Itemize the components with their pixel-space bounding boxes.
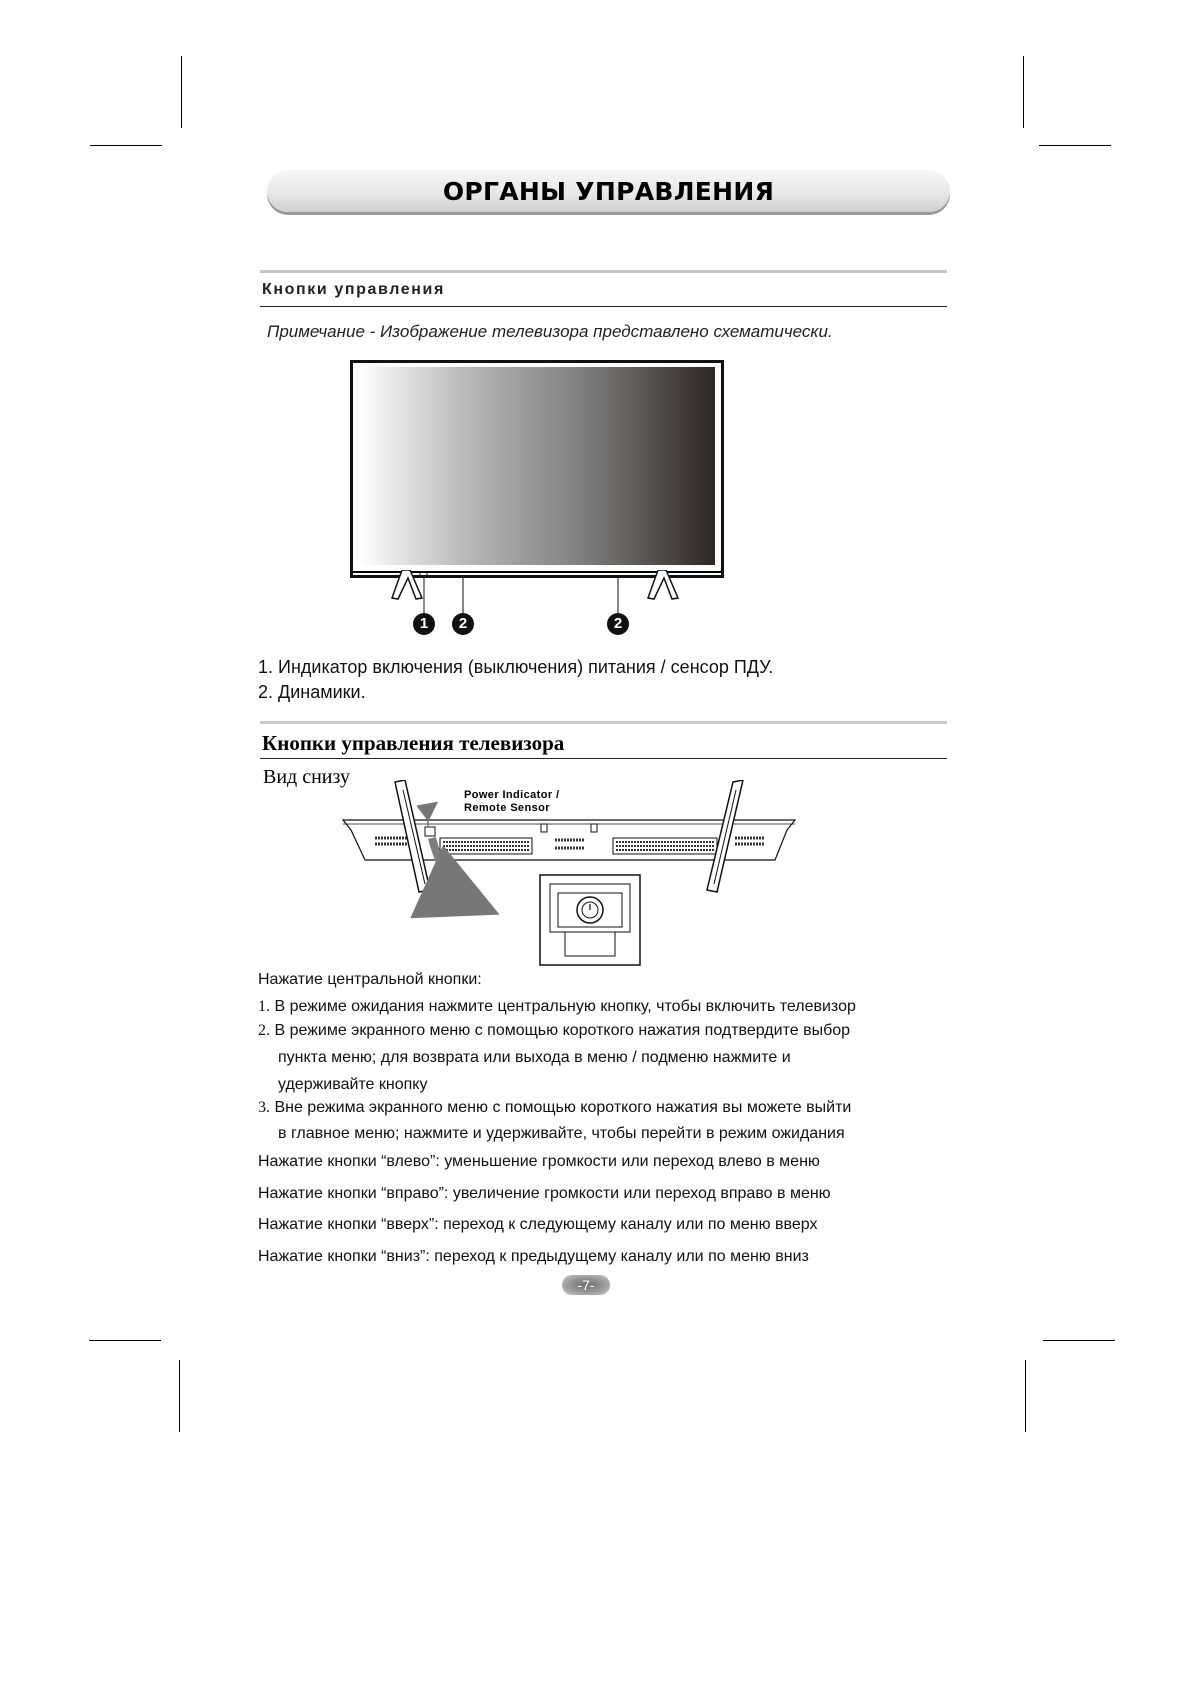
center-press-title: Нажатие центральной кнопки: — [258, 971, 482, 988]
list-text-continued: в главное меню; нажмите и удерживайте, чтобы перейти в режим ожидания — [278, 1125, 845, 1142]
sensor-icon — [420, 572, 427, 577]
callout-badge: 1 — [413, 613, 435, 635]
list-text-continued: пункта меню; для возврата или выхода в меню / подменю нажмите и — [278, 1049, 791, 1066]
page-number: -7- — [562, 1275, 610, 1295]
crop-mark — [1025, 1360, 1026, 1432]
diagram-label-line: Remote Sensor — [464, 802, 550, 814]
down-press-text: Нажатие кнопки “вниз”: переход к предыдущему каналу или по меню вниз — [258, 1248, 809, 1265]
tv-front-illustration — [350, 360, 724, 578]
right-press-text: Нажатие кнопки “вправо”: увеличение громкости или переход вправо в меню — [258, 1185, 831, 1202]
list-text: Вне режима экранного меню с помощью короткого нажатия вы можете выйти — [274, 1099, 852, 1116]
crop-mark — [181, 56, 182, 128]
list-item — [258, 1099, 851, 1117]
section-divider — [260, 270, 947, 273]
left-stand-icon — [392, 570, 422, 599]
crop-mark — [90, 145, 162, 146]
callout-badge: 2 — [452, 613, 474, 635]
list-text-continued: удерживайте кнопку — [278, 1076, 428, 1093]
tv-screen — [358, 367, 715, 565]
crop-mark — [89, 1340, 161, 1341]
section-divider — [260, 721, 947, 724]
list-number: 1. — [258, 998, 270, 1015]
note-text: Примечание - Изображение телевизора представлено схематически. — [267, 322, 833, 341]
crop-mark — [1039, 145, 1111, 146]
left-press-text: Нажатие кнопки “влево”: уменьшение громкости или переход влево в меню — [258, 1153, 820, 1170]
list-number: 3. — [258, 1099, 270, 1116]
section-divider — [260, 306, 947, 307]
list-text: В режиме ожидания нажмите центральную кнопку, чтобы включить телевизор — [274, 998, 856, 1015]
diagram-label-line: Power Indicator / — [464, 789, 560, 801]
right-stand-icon — [648, 570, 678, 599]
legend-item: 2. Динамики. — [258, 682, 366, 702]
legend-item: 1. Индикатор включения (выключения) питания / сенсор ПДУ. — [258, 657, 774, 677]
crop-mark — [1023, 56, 1024, 128]
section-heading: Кнопки управления телевизора — [262, 731, 565, 755]
callout-badge: 2 — [607, 613, 629, 635]
up-press-text: Нажатие кнопки “вверх”: переход к следующему каналу или по меню вверх — [258, 1216, 818, 1233]
callout-legend — [258, 655, 773, 705]
section-divider — [260, 758, 947, 759]
list-number: 2. — [258, 1022, 270, 1039]
control-button-icon — [425, 827, 435, 836]
view-label: Вид снизу — [263, 766, 350, 788]
crop-mark — [179, 1360, 180, 1432]
page-title: ОРГАНЫ УПРАВЛЕНИЯ — [267, 170, 950, 212]
list-item — [258, 998, 856, 1016]
list-item — [258, 1022, 850, 1040]
crop-mark — [1043, 1340, 1115, 1341]
list-text: В режиме экранного меню с помощью короткого нажатия подтвердите выбор — [274, 1022, 851, 1039]
tv-bottom-view-diagram — [335, 780, 805, 970]
section-heading: Кнопки управления — [262, 281, 445, 298]
